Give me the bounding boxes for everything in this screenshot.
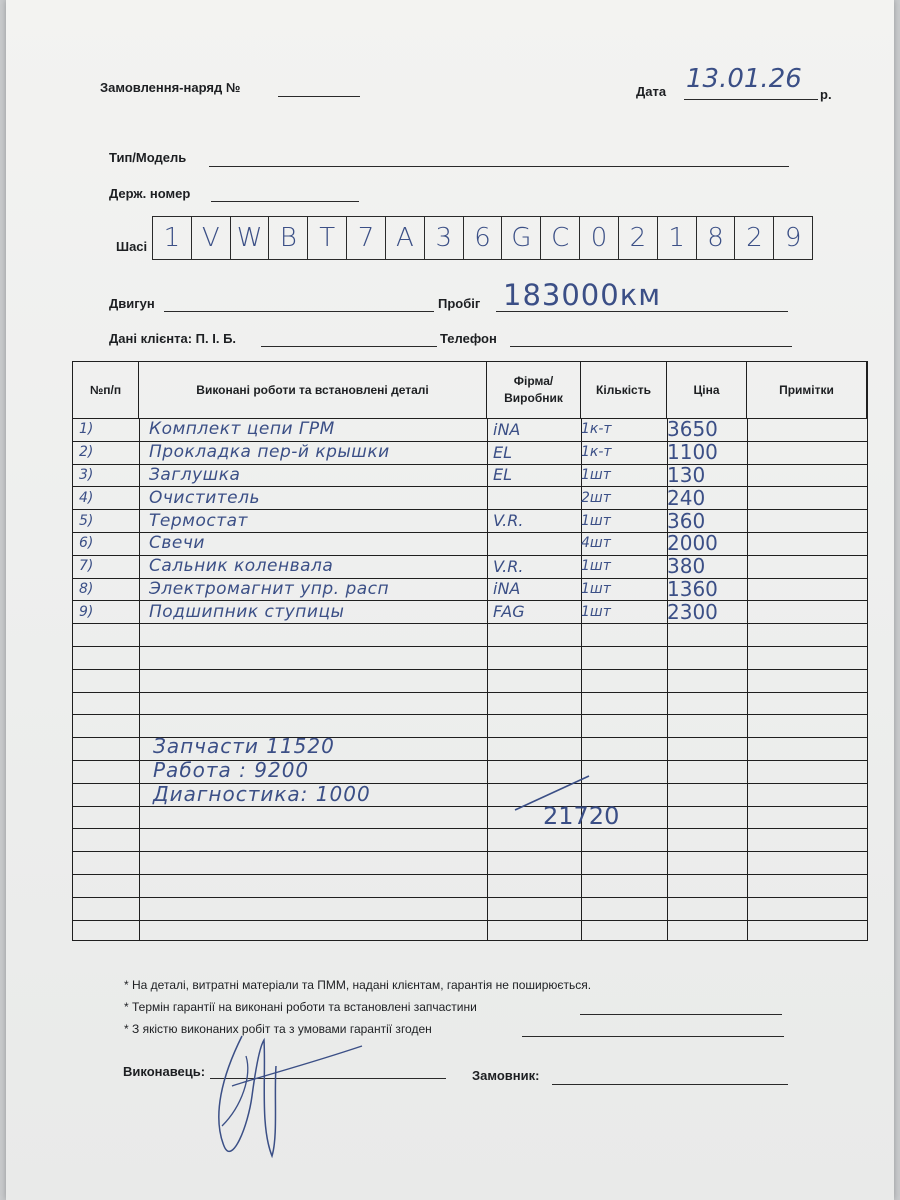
table-rule bbox=[73, 828, 867, 829]
row-price: 2000 bbox=[667, 531, 718, 556]
col-header-firm: Фірма/ Виробник bbox=[487, 362, 581, 418]
agreement-line bbox=[522, 1036, 784, 1037]
chassis-char-box: 7 bbox=[346, 216, 386, 260]
chassis-char-box: B bbox=[268, 216, 308, 260]
row-number: 4) bbox=[79, 489, 94, 506]
phone-line bbox=[510, 346, 792, 347]
table-row bbox=[73, 600, 867, 623]
customer-label: Замовник: bbox=[472, 1068, 540, 1083]
row-description: Термостат bbox=[149, 510, 248, 531]
executor-label: Виконавець: bbox=[123, 1064, 206, 1079]
row-description: Заглушка bbox=[149, 464, 241, 485]
row-price: 3650 bbox=[667, 417, 718, 442]
col-header-works: Виконані роботи та встановлені деталі bbox=[139, 362, 487, 418]
row-quantity: 1к-т bbox=[581, 444, 612, 461]
note-warranty-exclusion: * На деталі, витратні матеріали та ПММ, надані клієнтам, гарантія не поширюється. bbox=[124, 978, 592, 992]
client-label: Дані клієнта: П. І. Б. bbox=[109, 331, 237, 346]
row-description: Электромагнит упр. расп bbox=[149, 578, 390, 599]
chassis-char-box: W bbox=[230, 216, 270, 260]
row-number: 5) bbox=[79, 512, 94, 529]
chassis-char-box: T bbox=[307, 216, 347, 260]
row-price: 360 bbox=[667, 508, 706, 533]
customer-line bbox=[552, 1084, 788, 1085]
row-firm: EL bbox=[493, 442, 513, 462]
plate-label: Держ. номер bbox=[109, 186, 191, 201]
note-agreement: * З якістю виконаних робіт та з умовами гарантії згоден bbox=[124, 1022, 432, 1036]
row-firm: FAG bbox=[493, 602, 525, 622]
phone-label: Телефон bbox=[440, 331, 497, 346]
model-line bbox=[209, 166, 789, 167]
table-row bbox=[73, 555, 867, 578]
row-firm: EL bbox=[493, 465, 513, 485]
row-description: Прокладка пер-й крышки bbox=[149, 442, 390, 463]
row-number: 7) bbox=[79, 558, 94, 575]
table-rule bbox=[73, 897, 867, 898]
col-header-number: №п/п bbox=[73, 362, 139, 418]
row-price: 1100 bbox=[667, 440, 718, 465]
engine-label: Двигун bbox=[109, 296, 155, 311]
chassis-char-box: 6 bbox=[463, 216, 503, 260]
mileage-label: Пробіг bbox=[438, 296, 481, 311]
table-row bbox=[73, 509, 867, 532]
table-row bbox=[73, 418, 867, 441]
row-price: 130 bbox=[667, 463, 706, 487]
note-warranty-term: * Термін гарантії на виконані роботи та встановлені запчастини bbox=[124, 1000, 477, 1014]
executor-signature bbox=[202, 1016, 382, 1166]
row-quantity: 1шт bbox=[581, 466, 611, 483]
row-quantity: 1шт bbox=[581, 558, 611, 575]
chassis-boxes bbox=[153, 216, 813, 260]
order-number-line bbox=[278, 96, 360, 97]
row-price: 1360 bbox=[667, 577, 718, 601]
table-rule bbox=[73, 920, 867, 921]
row-firm: V.R. bbox=[493, 556, 524, 576]
row-quantity: 1шт bbox=[581, 603, 611, 620]
table-rule bbox=[73, 714, 867, 715]
chassis-char-box: G bbox=[501, 216, 541, 260]
date-value: 13.01.26 bbox=[686, 64, 802, 94]
summary-labor: Работа : 9200 bbox=[153, 758, 310, 782]
chassis-char-box: 2 bbox=[734, 216, 774, 260]
engine-line bbox=[164, 311, 434, 312]
row-description: Свечи bbox=[149, 533, 205, 554]
chassis-char-box: 9 bbox=[773, 216, 813, 260]
row-firm: V.R. bbox=[493, 511, 524, 531]
chassis-char-box: 3 bbox=[424, 216, 464, 260]
summary-parts: Запчасти 11520 bbox=[153, 734, 335, 758]
row-description: Подшипник ступицы bbox=[149, 601, 345, 622]
table-rule bbox=[73, 874, 867, 875]
chassis-char-box: A bbox=[385, 216, 425, 260]
table-rule bbox=[73, 692, 867, 693]
row-description: Сальник коленвала bbox=[149, 556, 334, 577]
table-rule bbox=[73, 646, 867, 647]
summary-total: 21720 bbox=[543, 802, 620, 830]
work-order-sheet bbox=[6, 0, 894, 1200]
table-row bbox=[73, 464, 867, 487]
order-number-label: Замовлення-наряд № bbox=[100, 80, 241, 95]
row-quantity: 1к-т bbox=[581, 421, 612, 438]
chassis-char-box: 1 bbox=[152, 216, 192, 260]
row-number: 8) bbox=[79, 580, 94, 597]
chassis-label: Шасі bbox=[116, 239, 148, 254]
chassis-char-box: V bbox=[191, 216, 231, 260]
row-description: Комплект цепи ГРМ bbox=[149, 419, 335, 440]
row-firm: iNA bbox=[493, 579, 521, 599]
chassis-char-box: 8 bbox=[696, 216, 736, 260]
row-quantity: 4шт bbox=[581, 535, 611, 552]
row-number: 2) bbox=[79, 444, 94, 461]
chassis-char-box: 0 bbox=[579, 216, 619, 260]
row-description: Очиститель bbox=[149, 487, 261, 508]
summary-diagnostics: Диагностика: 1000 bbox=[153, 782, 371, 806]
row-quantity: 2шт bbox=[581, 489, 611, 506]
row-price: 380 bbox=[667, 554, 706, 579]
table-rule bbox=[73, 669, 867, 670]
table-row bbox=[73, 578, 867, 601]
row-quantity: 1шт bbox=[581, 580, 611, 597]
mileage-value: 183000км bbox=[503, 278, 662, 312]
row-price: 2300 bbox=[667, 599, 718, 624]
plate-line bbox=[211, 201, 359, 202]
date-label: Дата bbox=[636, 84, 667, 99]
row-number: 6) bbox=[79, 535, 94, 552]
table-row bbox=[73, 532, 867, 555]
row-number: 1) bbox=[79, 421, 94, 438]
chassis-char-box: 2 bbox=[618, 216, 658, 260]
col-header-price: Ціна bbox=[667, 362, 747, 418]
row-quantity: 1шт bbox=[581, 512, 611, 529]
work-table bbox=[72, 361, 868, 941]
warranty-term-line bbox=[580, 1014, 782, 1015]
table-rule bbox=[73, 623, 867, 624]
col-header-notes: Примітки bbox=[747, 362, 867, 418]
row-number: 3) bbox=[79, 466, 94, 483]
chassis-char-box: 1 bbox=[657, 216, 697, 260]
date-suffix: р. bbox=[820, 87, 832, 102]
col-header-quantity: Кількість bbox=[581, 362, 667, 418]
row-number: 9) bbox=[79, 603, 94, 620]
table-row bbox=[73, 486, 867, 509]
chassis-char-box: C bbox=[540, 216, 580, 260]
table-row bbox=[73, 441, 867, 464]
model-label: Тип/Модель bbox=[109, 150, 187, 165]
row-firm: iNA bbox=[493, 419, 521, 439]
date-line bbox=[684, 99, 818, 100]
client-line bbox=[261, 346, 437, 347]
row-price: 240 bbox=[667, 485, 706, 510]
table-rule bbox=[73, 851, 867, 852]
